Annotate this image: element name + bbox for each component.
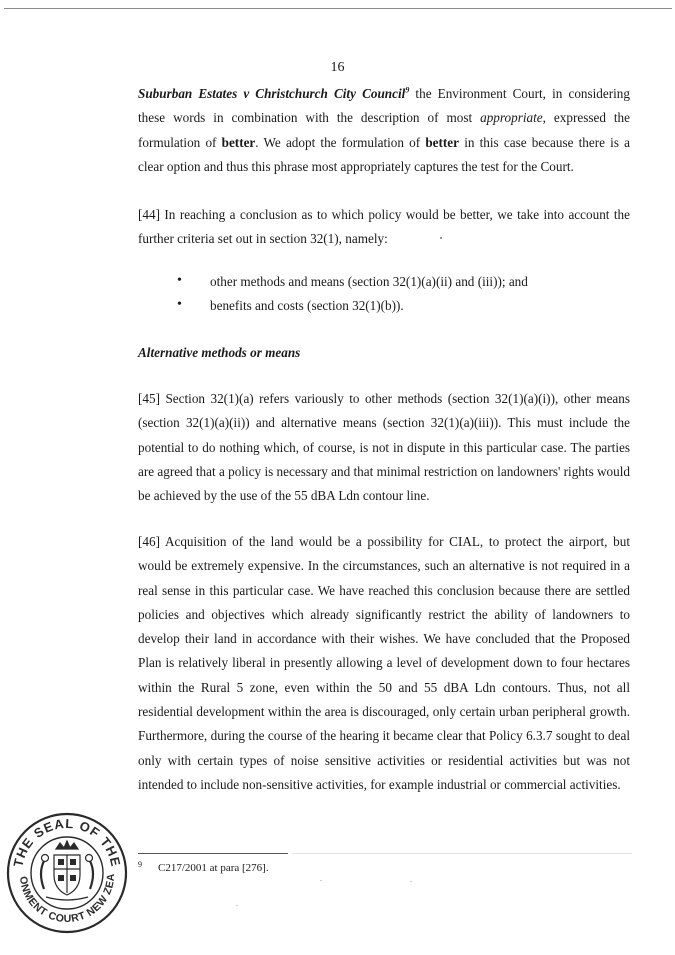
paragraph-44 <box>138 203 630 252</box>
bullet-text: other methods and means (section 32(1)(a)(ii) and (iii)); and <box>210 274 528 289</box>
paragraph-46-text: [46] Acquisition of the land would be a possibility for CIAL, to protect the airport, but would be extremely expensive. In the circumstances, such an alternative is not required in a real sense in this particular case. We have reached this conclusion because there are settled policies and objectives which already significantly restrict the ability of landowners to develop their land in accordance with their wishes. We have concluded that the Proposed Plan is relatively liberal in presently allowing a level of development down to four hectares within the Rural 5 zone, even within the 50 and 55 dBA Ldn contours. Thus, not all residential development within the area is discouraged, only certain urban peripheral growth. Furthermore, during the course of the hearing it became clear that Policy 6.3.7 sought to deal only with certain types of noise sensitive activities or residential activities but was not intended to include non-sensitive activities, for example industrial or commercial activities. <box>138 534 630 792</box>
emphasis-better-2: better <box>425 134 460 150</box>
bullet-icon: • <box>177 297 182 312</box>
intro-text-b: , expressed the formulation of <box>138 110 630 150</box>
svg-text:THE SEAL OF THE: THE SEAL OF THE <box>10 815 124 869</box>
footnote-reference: 9 <box>405 85 410 95</box>
paragraph-intro <box>138 82 630 179</box>
paragraph-45-text: [45] Section 32(1)(a) refers variously to other methods (section 32(1)(a)(i)), other means (section 32(1)(a)(ii)) and alternative means (section 32(1)(a)(iii)). This must include the potential to do nothing which, of course, is not in dispute in this particular case. The parties are agreed that a policy is necessary and that minimal restriction on landowners' rights would be achieved by the use of the 55 dBA Ldn contour line. <box>138 391 630 504</box>
bullet-text: benefits and costs (section 32(1)(b)). <box>210 298 404 313</box>
intro-text-c: . We adopt the formulation of <box>255 134 426 150</box>
section-heading: Alternative methods or means <box>138 345 301 360</box>
paragraph-44-text: [44] In reaching a conclusion as to which policy would be better, we take into account the further criteria set out in section 32(1), namely: <box>138 207 630 247</box>
scan-mark <box>320 880 322 881</box>
bullet-icon: • <box>177 273 182 288</box>
emphasis-better: better <box>221 134 256 150</box>
court-seal-icon <box>4 803 130 945</box>
intro-text-a: the Environment Court, in considering these words in combination with the description of most <box>138 86 630 126</box>
svg-text:ENVIRONMENT COURT NEW ZEALAND: ONMENT COURT NEW ZEA <box>16 872 118 926</box>
top-border-line <box>4 8 672 9</box>
paragraph-45 <box>138 387 630 508</box>
footnote-mark: 9 <box>138 860 142 869</box>
scan-mark <box>236 905 238 906</box>
scan-mark <box>440 237 442 239</box>
footnote-divider <box>138 853 288 854</box>
emphasis-appropriate: appropriate <box>480 110 543 126</box>
footnote-text: C217/2001 at para [276]. <box>158 862 269 874</box>
intro-text-d: in this case because there is a clear option and thus this phrase most appropriately captures the test for the Court. <box>138 134 630 174</box>
scan-mark <box>410 881 412 882</box>
case-citation: Suburban Estates v Christchurch City Council <box>138 86 406 101</box>
paragraph-46 <box>138 530 630 797</box>
page-number: 16 <box>330 60 345 75</box>
scan-smudge-line <box>292 853 632 854</box>
